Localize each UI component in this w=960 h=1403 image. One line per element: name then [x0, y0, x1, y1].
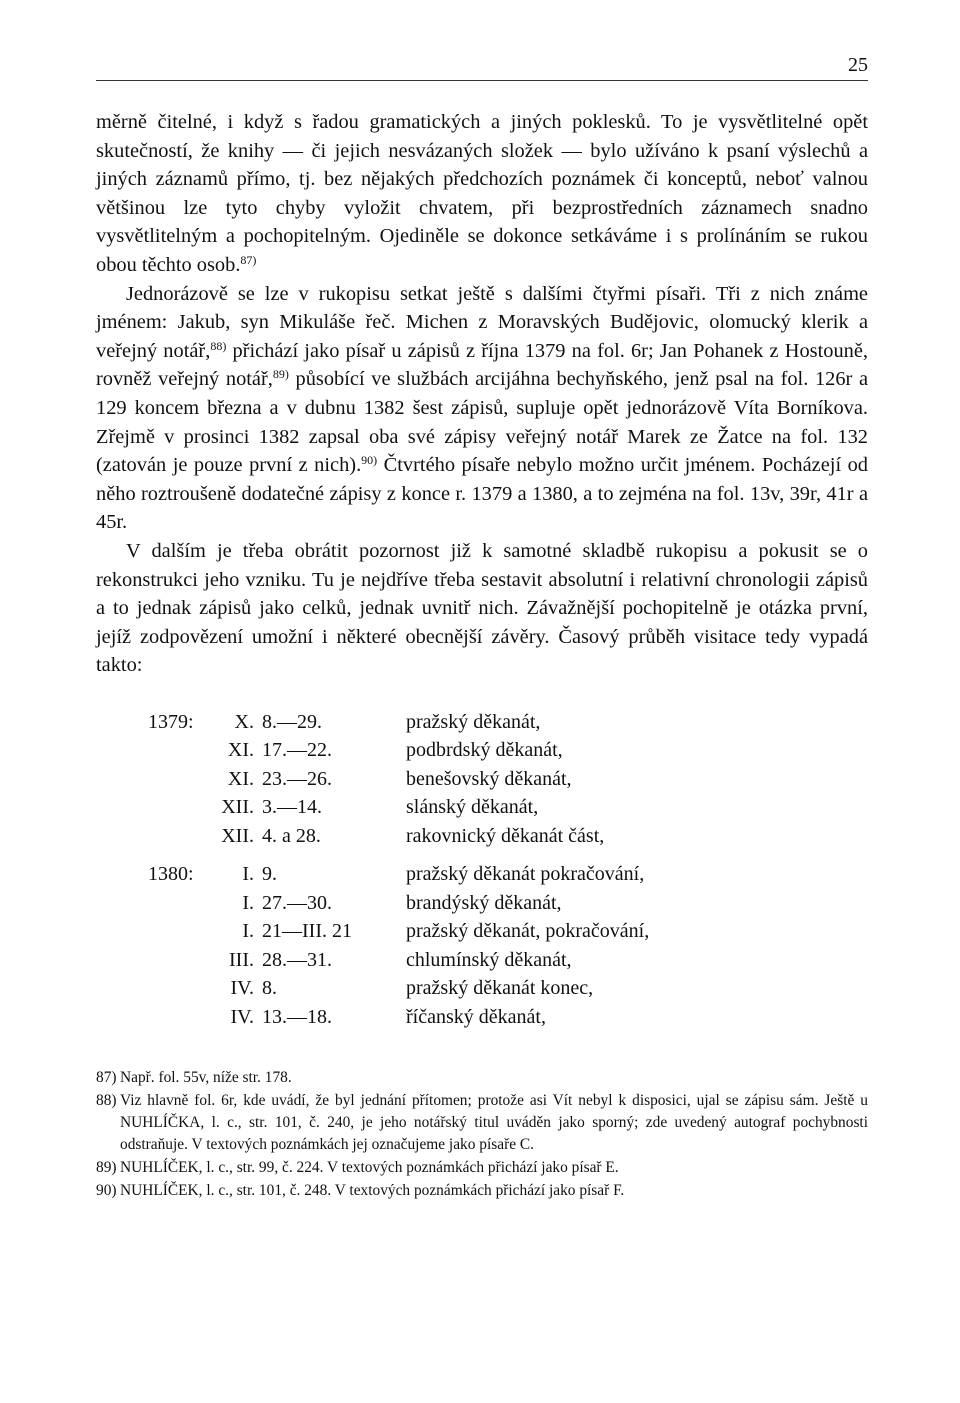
- text-run: Čtvrtého písaře nebylo možno určit jménem. Pocházejí od něho roztroušeně dodatečné zápisy z konce r. 1379 a 1380, a to zejména na fol. 13v, 39r, 41r a 45r.: [96, 454, 868, 534]
- book-page: [96, 54, 868, 1202]
- footnote-ref: 88): [210, 338, 227, 353]
- schedule-month: I.: [242, 891, 254, 914]
- schedule-deanery: rakovnický děkanát část,: [406, 824, 605, 847]
- footnote-ref: 89): [272, 367, 289, 382]
- schedule-month: XII.: [221, 796, 254, 819]
- schedule-row: [96, 889, 868, 918]
- header-rule: [96, 80, 868, 81]
- footnote-text: Např. fol. 55v, níže str. 178.: [120, 1069, 292, 1087]
- schedule-year: [96, 736, 211, 765]
- schedule-row: [96, 708, 868, 737]
- schedule-deanery: slánský děkanát,: [406, 796, 539, 819]
- schedule-days: 13.—18.: [262, 1005, 332, 1028]
- footnote-text: Viz hlavně fol. 6r, kde uvádí, že byl jednání přítomen; protože asi Vít nebyl k disposici, ujal se zápisu sám. Ještě u NUHLÍČKA, l. c., str. 101, č. 240, je jeho notářský titul uváděn jako sporný; zde uvedený autograf pochybnosti odstraňuje. V textových poznámkách jej označujeme jako písaře C.: [120, 1092, 868, 1154]
- schedule-days: 21—III. 21: [262, 920, 352, 943]
- schedule-year: [96, 946, 211, 975]
- schedule-row: [96, 917, 868, 946]
- footnote-text: NUHLÍČEK, l. c., str. 99, č. 224. V textových poznámkách přichází jako písař E.: [120, 1159, 619, 1177]
- text-run: V dalším je třeba obrátit pozornost již k samotné skladbě rukopisu a pokusit se o rekonstrukci jeho vzniku. Tu je nejdříve třeba sestavit absolutní i relativní chronologii zápisů a to jednak zápisů jako celků, jednak uvnitř nich. Závažnější pochopitelně je otázka první, jejíž zodpovězení umožní i některé obecnější závěry. Časový průběh visitace tedy vypadá takto:: [96, 539, 868, 677]
- body-text: [96, 108, 868, 680]
- page-header: [96, 54, 868, 82]
- schedule-deanery: pražský děkanát konec,: [406, 977, 594, 1000]
- schedule-month: I.: [242, 863, 254, 886]
- schedule-year: [96, 1003, 211, 1032]
- footnote-ref: 87): [240, 252, 257, 267]
- schedule-row: [96, 793, 868, 822]
- schedule-year: [96, 822, 211, 851]
- footnote-text: NUHLÍČEK, l. c., str. 101, č. 248. V textových poznámkách přichází jako písař F.: [120, 1182, 625, 1200]
- schedule-year-block: [96, 860, 868, 1031]
- schedule-month: X.: [234, 710, 254, 733]
- visitation-schedule: [96, 708, 868, 1032]
- schedule-year: [96, 974, 211, 1003]
- schedule-month: XI.: [227, 767, 254, 790]
- schedule-row: [96, 822, 868, 851]
- footnote: [96, 1157, 868, 1179]
- schedule-row: [96, 974, 868, 1003]
- schedule-days: 27.—30.: [262, 891, 332, 914]
- schedule-month: I.: [242, 920, 254, 943]
- schedule-days: 4. a 28.: [262, 824, 321, 847]
- schedule-year-block: [96, 708, 868, 851]
- footnotes: [96, 1067, 868, 1202]
- schedule-row: [96, 736, 868, 765]
- schedule-days: 28.—31.: [262, 948, 332, 971]
- schedule-year: 1380:: [148, 863, 194, 886]
- paragraph: [96, 280, 868, 537]
- footnote-number: 90): [96, 1182, 117, 1200]
- footnote: [96, 1067, 868, 1089]
- schedule-month: IV.: [230, 977, 254, 1000]
- paragraph: [96, 108, 868, 280]
- schedule-deanery: chlumínský děkanát,: [406, 948, 572, 971]
- schedule-year: [96, 765, 211, 794]
- paragraph: [96, 537, 868, 680]
- schedule-year: [96, 793, 211, 822]
- schedule-deanery: pražský děkanát, pokračování,: [406, 920, 650, 943]
- schedule-row: [96, 1003, 868, 1032]
- footnote-number: 88): [96, 1092, 117, 1110]
- schedule-deanery: říčanský děkanát,: [406, 1005, 546, 1028]
- schedule-days: 8.: [262, 977, 277, 1000]
- footnote-number: 89): [96, 1159, 117, 1177]
- schedule-row: [96, 946, 868, 975]
- schedule-month: III.: [229, 948, 254, 971]
- schedule-month: IV.: [230, 1005, 254, 1028]
- text-run: přichází jako písař u zápisů z října 1379 na fol. 6r; Jan Pohanek z Hostouně, rovněž veřejný notář,: [96, 339, 869, 391]
- schedule-year: 1379:: [148, 710, 194, 733]
- schedule-month: XI.: [227, 739, 254, 762]
- schedule-days: 17.—22.: [262, 739, 332, 762]
- page-number: 25: [848, 54, 868, 76]
- schedule-deanery: podbrdský děkanát,: [406, 739, 563, 762]
- schedule-deanery: pražský děkanát,: [406, 710, 541, 733]
- schedule-row: [96, 860, 868, 889]
- schedule-year: [96, 889, 211, 918]
- schedule-deanery: pražský děkanát pokračování,: [406, 863, 645, 886]
- text-run: měrně čitelné, i když s řadou gramatických a jiných poklesků. To je vysvětlitelné opět skutečností, že knihy — či jejich nesvázaných složek — bylo užíváno k psaní výslechů a jiných záznamů přímo, tj. bez nějakých předchozích poznámek či konceptů, neboť valnou většinou lze tyto chyby vyložit chvatem, při bezprostředních záznamech snadno vysvětlitelným a pochopitelným. Ojediněle se dokonce setkáváme i s prolínáním se rukou obou těchto osob.: [96, 111, 868, 276]
- text-run: působící ve službách arcijáhna bechyňského, jenž psal na fol. 126r a 129 koncem března a v dubnu 1382 šest zápisů, supluje opět jednorázově Víta Borníkova. Zřejmě v prosinci 1382 zapsal oba své zápisy veřejný notář Marek ze Žatce na fol. 132 (zatován je pouze první z nich).: [96, 368, 869, 477]
- schedule-month: XII.: [221, 824, 254, 847]
- footnote-ref: 90): [361, 453, 378, 468]
- schedule-deanery: benešovský děkanát,: [406, 767, 572, 790]
- schedule-row: [96, 765, 868, 794]
- schedule-days: 9.: [262, 863, 277, 886]
- schedule-days: 23.—26.: [262, 767, 332, 790]
- schedule-year: [96, 917, 211, 946]
- footnote-number: 87): [96, 1069, 117, 1087]
- footnote: [96, 1180, 868, 1202]
- schedule-days: 3.—14.: [262, 796, 322, 819]
- text-run: Jednorázově se lze v rukopisu setkat ještě s dalšími čtyřmi písaři. Tři z nich známe jménem: Jakub, syn Mikuláše řeč. Michen z Moravských Budějovic, olomucký klerik a veřejný notář,: [96, 282, 868, 362]
- footnote: [96, 1090, 868, 1156]
- schedule-deanery: brandýský děkanát,: [406, 891, 562, 914]
- schedule-days: 8.—29.: [262, 710, 322, 733]
